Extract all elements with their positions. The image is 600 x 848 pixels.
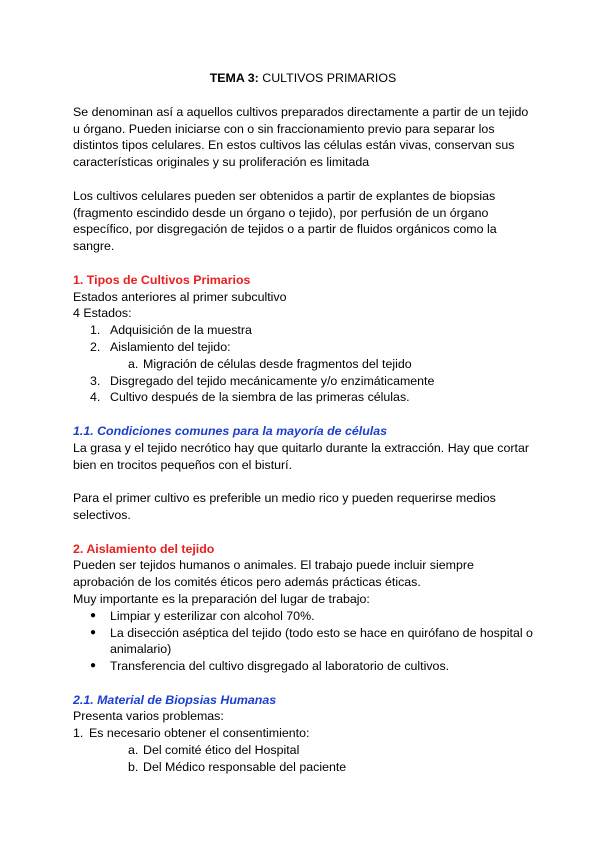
section-2-1-list (73, 725, 533, 775)
section-1-list (73, 322, 533, 406)
section-2-1-heading: 2.1. Material de Biopsias Humanas (73, 692, 277, 707)
page-title (73, 70, 533, 87)
list-item: 2. Aislamiento del tejido: (90, 339, 231, 354)
section-1-1-heading: 1.1. Condiciones comunes para la mayoría de células (73, 423, 388, 438)
section-2-bullets (73, 608, 533, 675)
intro-paragraph-1: Se denominan así a aquellos cultivos preparados directamente a partir de un tejido u órgano. Pueden iniciarse con o sin fraccionamiento previo para separar los distintos tipos celulares. En estos cultivos las células están vivas, conservan sus características originales y su proliferación es limitada (73, 104, 529, 170)
sub-list-item: a. Del comité ético del Hospital (128, 743, 300, 758)
bullet-item: ● La disección aséptica del tejido (todo esto se hace en quirófano de hospital o animalario) (90, 625, 533, 657)
section-2-heading: 2. Aislamiento del tejido (73, 541, 215, 556)
section-1-1-paragraph-2: Para el primer cultivo es preferible un medio rico y pueden requerirse medios selectivos. (73, 491, 496, 522)
bullet-icon: ● (90, 660, 97, 672)
bullet-item: ● Transferencia del cultivo disgregado al laboratorio de cultivos. (90, 659, 450, 674)
document-page (73, 70, 533, 776)
section-2-paragraph-1: Pueden ser tejidos humanos o animales. El trabajo puede incluir siempre aprobación de los comités éticos pero además prácticas éticas. (73, 558, 474, 590)
section-1-line-2: 4 Estados: (73, 306, 132, 321)
sub-list-item: a. Migración de células desde fragmentos del tejido (128, 356, 412, 371)
section-2-1-line-1: Presenta varios problemas: (73, 709, 224, 724)
bullet-icon: ● (90, 626, 97, 638)
list-item: 1. Es necesario obtener el consentimiento: (73, 726, 310, 741)
bullet-item: ● Limpiar y esterilizar con alcohol 70%. (90, 608, 315, 623)
section-1-1-paragraph-1: La grasa y el tejido necrótico hay que quitarlo durante la extracción. Hay que cortar bien en trocitos pequeños con el bisturí. (73, 440, 529, 472)
intro-paragraph-2: Los cultivos celulares pueden ser obtenidos a partir de explantes de biopsias (fragmento escindido desde un órgano o tejido), por perfusión de un órgano específico, por disgregación de tejidos o a partir de fluidos orgánicos como la sangre. (73, 188, 497, 254)
list-item: 1. Adquisición de la muestra (90, 323, 252, 338)
bullet-icon: ● (90, 609, 97, 621)
sub-list-item: b. Del Médico responsable del paciente (128, 759, 347, 774)
title-bold: TEMA 3: (209, 71, 259, 85)
list-item: 3. Disgregado del tejido mecánicamente y/o enzimáticamente (90, 373, 435, 388)
section-1-heading: 1. Tipos de Cultivos Primarios (73, 272, 251, 287)
title-rest: CULTIVOS PRIMARIOS (258, 71, 397, 85)
section-1-line-1: Estados anteriores al primer subcultivo (73, 289, 287, 304)
list-item: 4. Cultivo después de la siembra de las primeras células. (90, 390, 410, 405)
section-2-paragraph-2: Muy importante es la preparación del lugar de trabajo: (73, 591, 370, 606)
